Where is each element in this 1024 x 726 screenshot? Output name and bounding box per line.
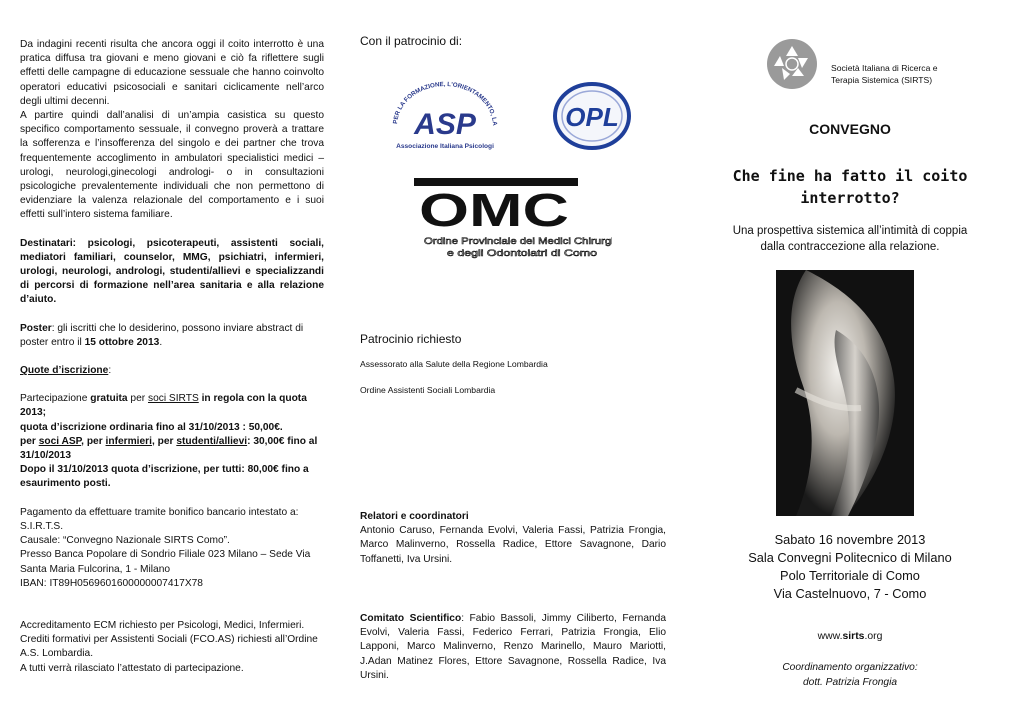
title-line-2: interrotto? [800,189,900,207]
event-venue-2: Polo Territoriale di Como [780,568,920,583]
richiesto-title: Patrocinio richiesto [360,332,462,346]
payment-line-3: Causale: “Convegno Nazionale SIRTS Como”. [20,535,230,547]
payment-iban: IBAN: IT89H0569601600000007417X78 [20,577,203,589]
event-info [700,531,1000,603]
omc-logo [412,178,612,262]
quote-soci-asp: soci ASP [38,435,82,447]
quote-gratuita: gratuita [90,393,128,405]
opl-logo [552,82,632,150]
ecm-line-2: Crediti formativi per Assistenti Sociali (FCO.AS) richiesti all’Ordine A.S. Lombardia. [20,634,318,660]
patrocinio-title: Con il patrocinio di: [360,34,463,48]
opl-letters: OPL [565,102,619,132]
destinatari-label: Destinatari: [20,237,77,249]
quote-per2: per [20,435,39,447]
quote-soci-sirts: soci SIRTS [147,393,199,405]
website-suffix: .org [864,631,883,642]
quote-per: per [127,393,148,405]
quote-reduced [20,435,324,463]
payment-line-1: Pagamento da effettuare tramite bonifico bancario intestato a: [20,506,299,518]
destinatari-paragraph [20,237,324,308]
richiesto-item-1: Assessorato alla Salute della Regione Lombardia [360,359,548,370]
convegno-label: CONVEGNO [809,121,891,137]
event-venue-3: Via Castelnuovo, 7 - Como [773,586,927,601]
quote-regola: in regola con la quota 2013; [20,393,307,419]
quote-colon: : [108,365,112,377]
omc-line-1: Ordine Provinciale dei Medici Chirurghi [424,236,612,247]
opl-logo-graphic [552,82,632,150]
relatori-block [360,510,666,567]
intro-paragraph-2: A partire quindi dall’analisi di un’ampia casistica su questo specifico comportamento sessuale, il convegno proverà a trattare la sofferenza e l’insofferenza del singolo e dei partner che trova frequentemente accoglimento in ambulatori specialistici medici – urologi, neurologi,ginecologi andrologi- o in consultazioni psicologiche prevalentemente individuali che non permettono di evidenziare la valenza relazionale del comportamento e i suoi effetti sull’intero sistema familiare. [20,110,324,221]
quote-infermieri: infermieri [105,435,152,447]
poster-paragraph [20,322,324,350]
coord-label: Coordinamento organizzativo: [782,662,918,673]
org-line-2: Terapia Sistemica (SIRTS) [831,75,933,85]
poster-end: . [159,336,163,348]
omc-logo-graphic [412,178,612,262]
subtitle-line-2: dalla contraccezione alla relazione. [760,241,940,253]
quote-heading [20,364,324,378]
quote-fino: : 30,00€ fino al 31/10/2013 [20,435,318,462]
quote-comma1: , per [81,435,106,447]
quote-late: Dopo il 31/10/2013 quota d’iscrizione, per tutti: 80,00€ fino a esaurimento posti. [20,464,309,490]
quote-ordinaria: quota d’iscrizione ordinaria fino al 31/10/2013 : 50,00€. [20,421,283,433]
asp-letters: ASP [414,108,476,141]
payment-line-4: Presso Banca Popolare di Sondrio Filiale 023 Milano – Sede Via Santa Maria Fulcorina, 1 - Milano [20,549,311,575]
ecm-line-3: A tutti verrà rilasciato l’attestato di partecipazione. [20,662,244,674]
omc-letters: OMC [419,184,569,236]
comitato-title: Comitato Scientifico [360,613,462,624]
coordination [700,660,1000,690]
asp-logo-graphic [385,80,505,152]
quote-title: Quote d’iscrizione [20,365,109,377]
quote-free-text: Partecipazione [20,393,91,405]
destinatari-text: psicologi, psicoterapeuti, assistenti sociali, mediatori familiari, counselor, MMG, psichiatri, infermieri, urologi, neurologi, andrologi, studenti/allievi e specializzandi di percorsi di formazione nell’area sanitaria e alla relazione d’aiuto. [20,237,324,306]
event-subtitle [700,223,1000,255]
middle-column [340,0,680,726]
relatori-text: Antonio Caruso, Fernanda Evolvi, Valeria Fassi, Patrizia Frongia, Marco Malinverno, Rossella Radice, Ettore Savagnone, Dario Toffanetti, Iva Ursini. [360,525,666,565]
ecm-line-1: Accreditamento ECM richiesto per Psicologi, Medici, Infermieri. [20,619,305,631]
poster-date: 15 ottobre 2013 [84,336,160,348]
intro-paragraph-1: Da indagini recenti risulta che ancora oggi il coito interrotto è una pratica diffusa tra giovani e meno giovani e ciò fa riflettere sugli effetti delle campagne di educazione sessuale che hanno coinvolto operatori educativi psicosociali e sanitari ciclicamente nell’arco degli ultimi decenni. [20,39,324,107]
quote-free [20,392,324,420]
event-date: Sabato 16 novembre 2013 [774,532,926,547]
event-venue-1: Sala Convegni Politecnico di Milano [748,550,952,565]
subtitle-line-1: Una prospettiva sistemica all’intimità di coppia [732,225,968,237]
website-link[interactable] [700,631,1000,642]
website-prefix: www. [817,631,843,642]
cover-photo [776,270,914,516]
quote-comma2: , per [151,435,177,447]
richiesto-item-2: Ordine Assistenti Sociali Lombardia [360,385,496,396]
comitato-paragraph [360,612,666,683]
comitato-text: : Fabio Bassoli, Jimmy Ciliberto, Fernanda Evolvi, Valeria Fassi, Federico Ferrari, Patrizia Frongia, Elio Lapponi, Marco Malinverno, Renzo Marinello, Mauro Mariotti, J.Adan Matinez Flores, Ettore Savagnone, Rossella Radice, Iva Ursini. [360,613,666,681]
asp-arc-text: PER LA FORMAZIONE, L'ORIENTAMENTO, LA [392,80,499,126]
title-line-1: Che fine ha fatto il coito [732,167,968,185]
website-name: sirts [842,631,865,642]
poster-text: : gli iscritti che lo desiderino, possono inviare abstract di poster entro il [20,322,304,348]
event-title [700,165,1000,209]
sirts-logo-icon [764,36,820,92]
coord-name: dott. Patrizia Frongia [803,677,897,688]
left-column [0,0,340,726]
asp-logo [385,80,505,152]
sirts-logo [764,36,820,92]
asp-caption: Associazione Italiana Psicologi [396,143,494,150]
poster-label: Poster [20,322,52,334]
org-name [831,62,938,86]
right-column [700,0,1024,726]
comitato-block [360,612,666,683]
payment-line-2: S.I.R.T.S. [20,520,64,532]
org-line-1: Società Italiana di Ricerca e [831,63,938,73]
relatori-title: Relatori e coordinatori [360,511,469,522]
omc-line-2: e degli Odontoiatri di Como [447,248,597,259]
quote-studenti: studenti/allievi [176,435,248,447]
cover-photo-image [776,270,914,516]
patrocinio-richiesto-block [360,332,666,396]
